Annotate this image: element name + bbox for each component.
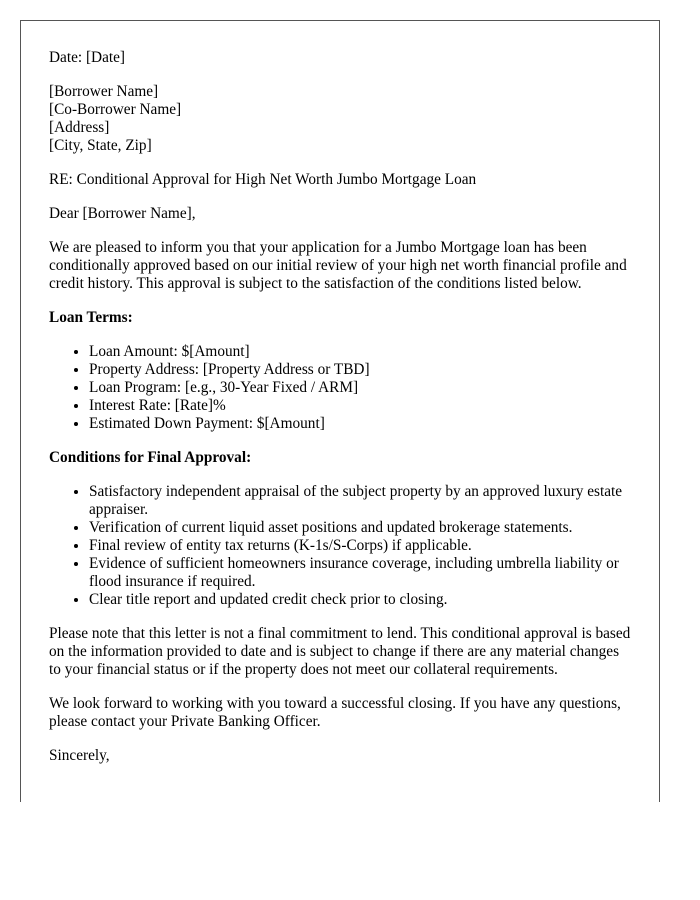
closing-paragraph: We look forward to working with you toward a successful closing. If you have any questions, please contact your Private Banking Officer. [49,695,621,730]
condition-item: • Satisfactory independent appraisal of the subject property by an approved luxury estate appraiser. [89,483,631,519]
co-borrower-name-line: [Co-Borrower Name] [49,101,182,118]
salutation: Dear [Borrower Name], [49,205,196,222]
condition-item: • Evidence of sufficient homeowners insurance coverage, including umbrella liability or flood insurance if required. [89,555,631,591]
city-state-zip-line: [City, State, Zip] [49,137,152,154]
condition-item: • Clear title report and updated credit check prior to closing. [89,591,631,609]
subject-line: RE: Conditional Approval for High Net Worth Jumbo Mortgage Loan [49,171,477,188]
date-line: Date: [Date] [49,49,126,66]
conditions-list [49,483,631,609]
condition-item: • Verification of current liquid asset positions and updated brokerage statements. [89,519,631,537]
loan-terms-list [49,343,631,433]
intro-paragraph: We are pleased to inform you that your application for a Jumbo Mortgage loan has been conditionally approved based on our initial review of your high net worth financial profile and credit history. This approval is subject to the satisfaction of the conditions listed below. [49,239,627,292]
loan-terms-heading: Loan Terms: [49,309,133,326]
loan-term-item: • Loan Amount: $[Amount] [89,343,631,361]
letter-body [21,21,659,765]
loan-term-item: • Interest Rate: [Rate]% [89,397,631,415]
sign-off: Sincerely, [49,747,110,764]
street-address-line: [Address] [49,119,110,136]
conditions-heading: Conditions for Final Approval: [49,449,252,466]
recipient-address-block [49,83,631,155]
loan-term-item: • Property Address: [Property Address or TBD] [89,361,631,379]
notice-paragraph: Please note that this letter is not a final commitment to lend. This conditional approval is based on the information provided to date and is subject to change if there are any material changes to your financial status or if the property does not meet our collateral requirements. [49,625,631,678]
loan-term-item: • Loan Program: [e.g., 30-Year Fixed / ARM] [89,379,631,397]
borrower-name-line: [Borrower Name] [49,83,159,100]
loan-term-item: • Estimated Down Payment: $[Amount] [89,415,631,433]
letter-page [20,20,660,802]
condition-item: • Final review of entity tax returns (K-1s/S-Corps) if applicable. [89,537,631,555]
